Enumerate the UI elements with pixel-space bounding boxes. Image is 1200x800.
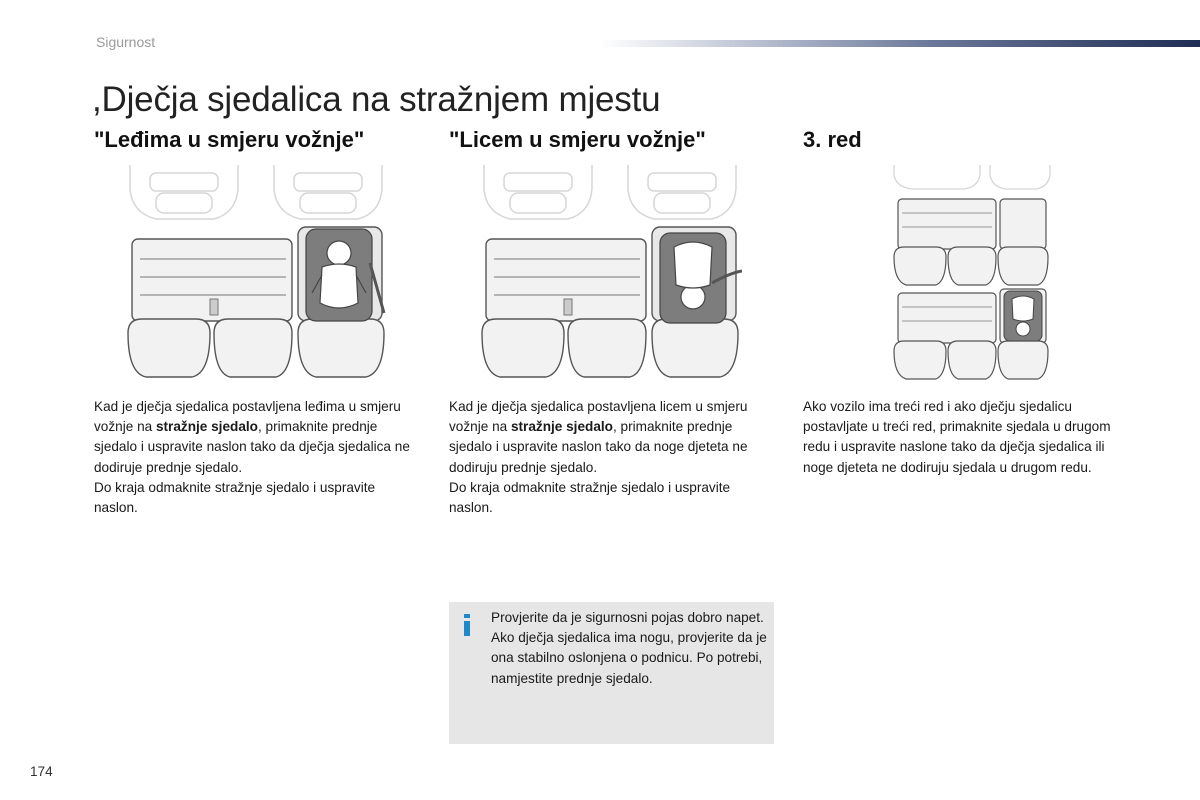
header-gradient-bar <box>600 40 1200 47</box>
heading-forward-facing: "Licem u smjeru vožnje" <box>449 127 706 152</box>
rear-facing-child-seat-illustration <box>126 163 388 385</box>
forward-facing-paragraph-2: Do kraja odmaknite stražnje sjedalo i uspravite naslon. <box>449 479 731 516</box>
third-row-paragraph: Ako vozilo ima treći red i ako dječju sjedalicu postavljate u treći red, primaknite sjedala u drugom redu i uspravite naslone tako da dječja sjedalica ili noge djeteta ne dodiruju sjedala u drugom redu. <box>803 399 1111 475</box>
page-number: 174 <box>30 764 53 779</box>
info-note-paragraph-1: Provjerite da je sigurnosni pojas dobro napet. <box>491 610 764 625</box>
third-row-child-seat-illustration <box>890 163 1052 385</box>
forward-facing-child-seat-illustration <box>480 163 742 385</box>
forward-facing-instructions <box>449 397 774 518</box>
info-icon <box>461 614 473 636</box>
info-note-text <box>491 608 767 689</box>
rear-facing-paragraph-2: Do kraja odmaknite stražnje sjedalo i uspravite naslon. <box>94 479 376 516</box>
rear-facing-instructions <box>94 397 419 518</box>
heading-rear-facing: "Leđima u smjeru vožnje" <box>94 127 365 152</box>
info-note-paragraph-2: Ako dječja sjedalica ima nogu, provjerite da je ona stabilno oslonjena o podnicu. Po potrebi, namjestite prednje sjedalo. <box>491 630 767 686</box>
section-label: Sigurnost <box>96 34 156 50</box>
heading-third-row: 3. red <box>803 127 862 152</box>
page-title: ,Dječja sjedalica na stražnjem mjestu <box>92 80 661 119</box>
info-note-box <box>449 602 774 744</box>
forward-facing-paragraph-1: Kad je dječja sjedalica postavljena licem u smjeru vožnje na stražnje sjedalo, primaknite prednje sjedalo i uspravite naslon tako da noge djeteta ne dodiruju prednje sjedalo. <box>449 399 748 475</box>
third-row-instructions <box>803 397 1133 478</box>
rear-facing-paragraph-1: Kad je dječja sjedalica postavljena leđima u smjeru vožnje na stražnje sjedalo, primaknite prednje sjedalo i uspravite naslon tako da dječja sjedalica ne dodiruje prednje sjedalo. <box>94 399 410 475</box>
